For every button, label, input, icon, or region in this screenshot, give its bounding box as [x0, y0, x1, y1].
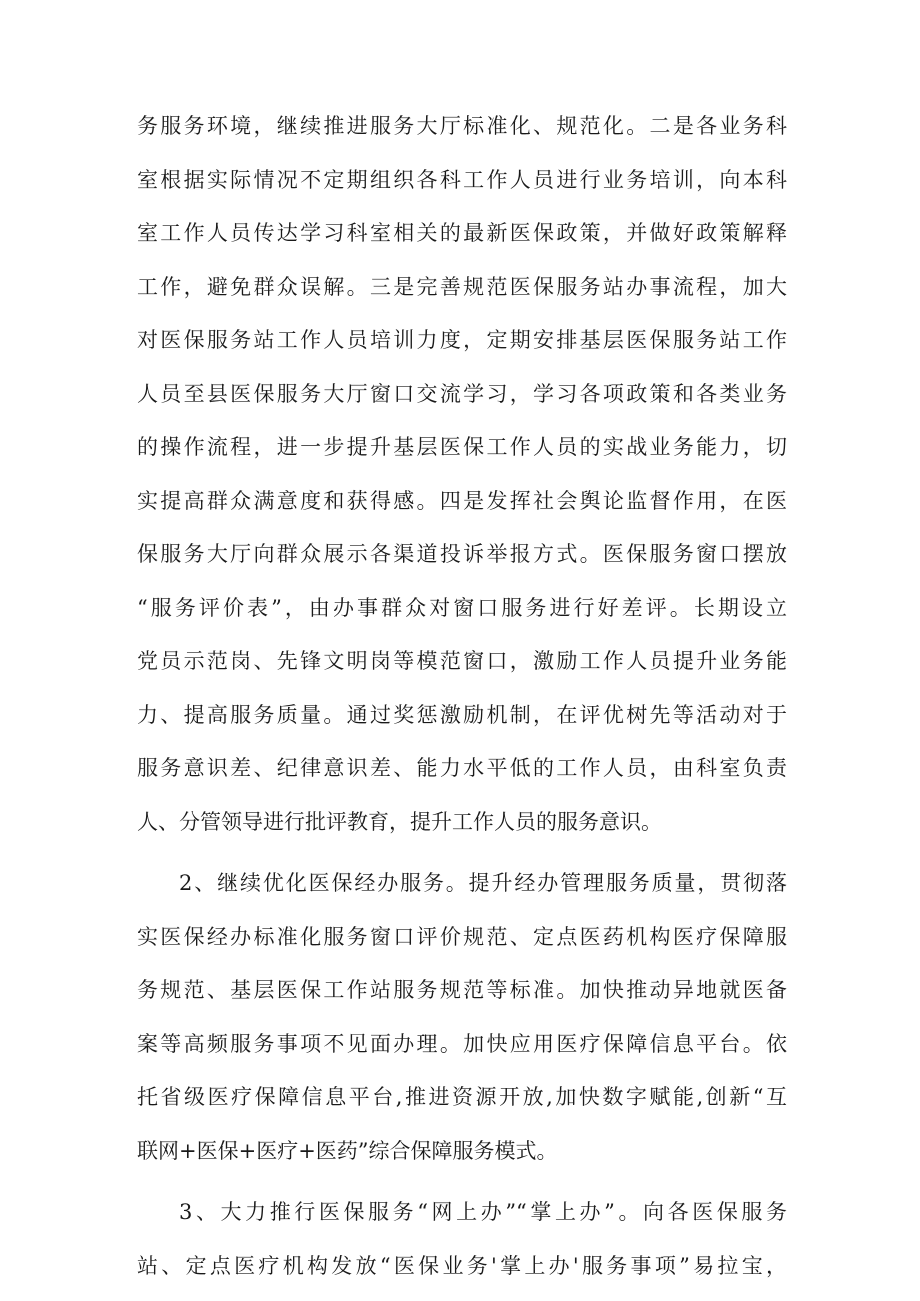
text-line: 2、继续优化医保经办服务。提升经办管理服务质量，贯彻落	[179, 871, 787, 895]
text-line: 案等高频服务事项不见面办理。加快应用医疗保障信息平台。依	[137, 1031, 787, 1056]
text-line: 3、大力推行医保服务“网上办”“掌上办”。向各医保服务	[179, 1200, 787, 1224]
paragraph-2	[137, 857, 787, 1178]
text-line: 务服务环境，继续推进服务大厅标准化、规范化。二是各业务科	[137, 114, 787, 138]
text-line: 对医保服务站工作人员培训力度，定期安排基层医保服务站工作	[137, 328, 787, 352]
text-line: 联网+医保+医疗+医药”综合保障服务模式。	[137, 1138, 558, 1163]
text-line: 实医保经办标准化服务窗口评价规范、定点医药机构医疗保障服	[137, 924, 787, 949]
text-line: 站、定点医疗机构发放“医保业务'掌上办'服务事项”易拉宝，	[137, 1253, 787, 1278]
text-line: 工作，避免群众误解。三是完善规范医保服务站办事流程，加大	[137, 274, 787, 299]
text-line: 党员示范岗、先锋文明岗等模范窗口，激励工作人员提升业务能	[137, 649, 787, 673]
text-line: 人员至县医保服务大厅窗口交流学习，学习各项政策和各类业务	[137, 381, 787, 406]
paragraph-1	[137, 100, 787, 849]
paragraph-3	[137, 1186, 787, 1293]
text-line: 务规范、基层医保工作站服务规范等标准。加快推动异地就医备	[137, 978, 787, 1002]
text-line: 室工作人员传达学习科室相关的最新医保政策，并做好政策解释	[137, 221, 787, 245]
text-line: “服务评价表”，由办事群众对窗口服务进行好差评。长期设立	[137, 595, 787, 620]
text-line: 人、分管领导进行批评教育，提升工作人员的服务意识。	[137, 809, 662, 834]
text-line: 服务意识差、纪律意识差、能力水平低的工作人员，由科室负责	[137, 756, 787, 780]
text-line: 力、提高服务质量。通过奖惩激励机制，在评优树先等活动对于	[137, 702, 787, 727]
text-line: 保服务大厅向群众展示各渠道投诉举报方式。医保服务窗口摆放	[137, 542, 787, 566]
document-body	[137, 100, 787, 1293]
text-line: 实提高群众满意度和获得感。四是发挥社会舆论监督作用，在医	[137, 488, 787, 513]
text-line: 的操作流程，进一步提升基层医保工作人员的实战业务能力，切	[137, 435, 787, 459]
text-line: 室根据实际情况不定期组织各科工作人员进行业务培训，向本科	[137, 167, 787, 192]
text-line: 托省级医疗保障信息平台,推进资源开放,加快数字赋能,创新“互	[137, 1085, 787, 1109]
